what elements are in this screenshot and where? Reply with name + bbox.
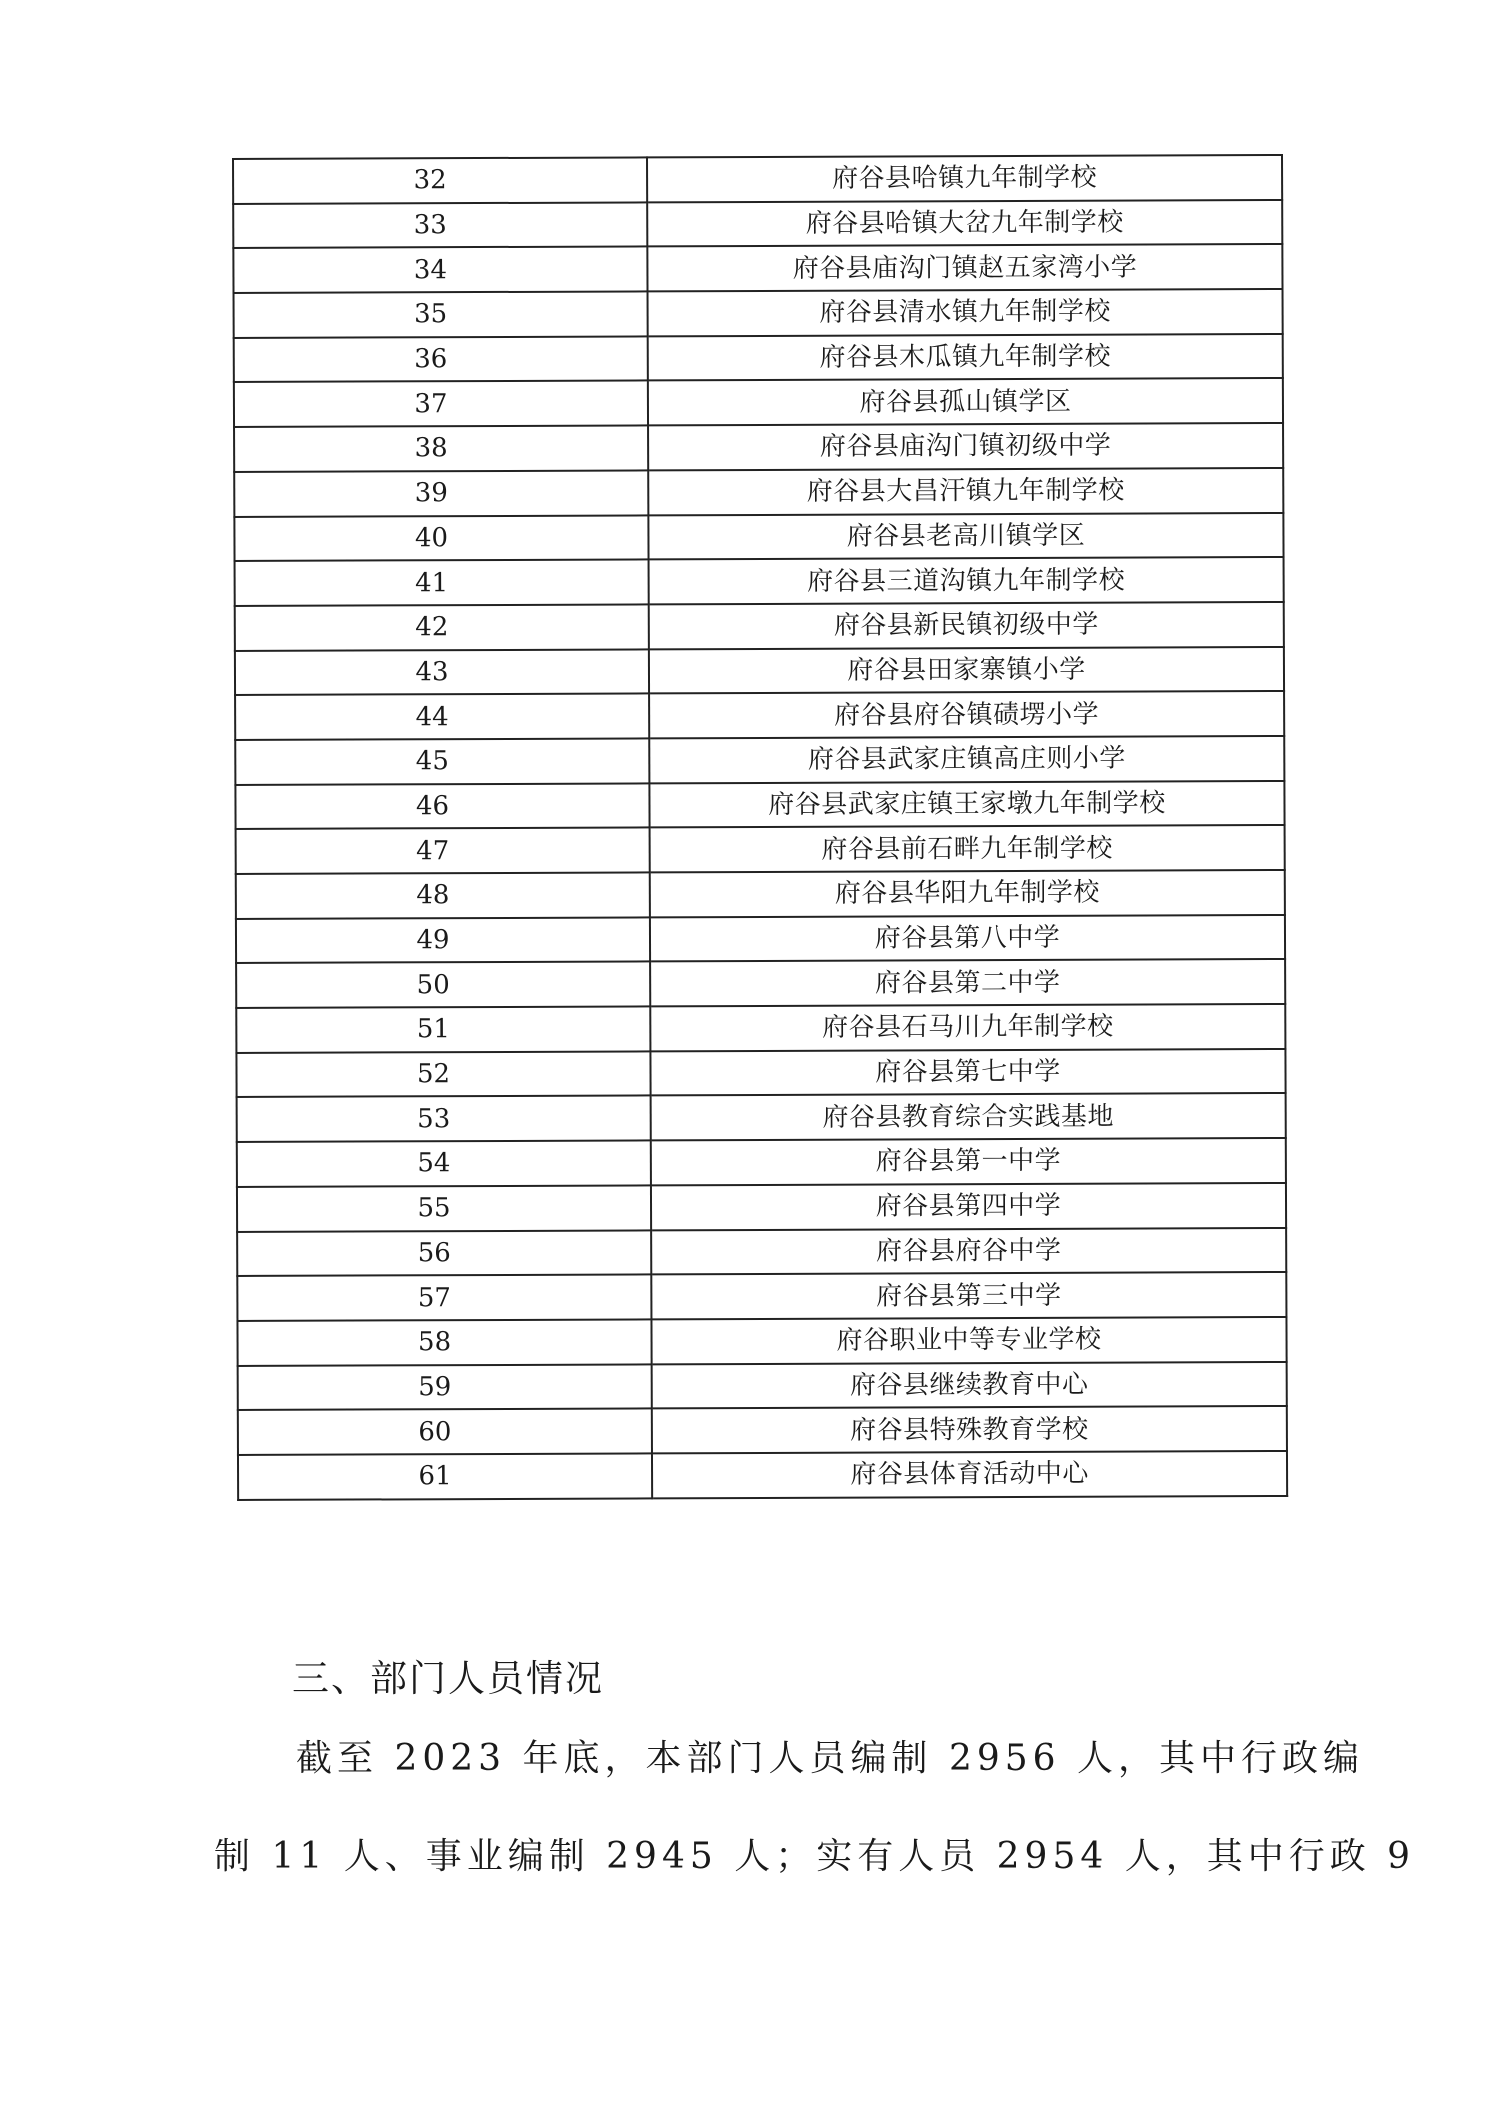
table-row xyxy=(235,602,1284,651)
row-number: 53 xyxy=(237,1096,651,1142)
row-number: 44 xyxy=(235,694,649,740)
row-number: 49 xyxy=(236,917,650,963)
table-row xyxy=(236,870,1285,919)
unit-name: 府谷县第七中学 xyxy=(650,1049,1285,1096)
units-table xyxy=(232,154,1288,1501)
unit-name: 府谷县前石畔九年制学校 xyxy=(650,825,1285,872)
unit-name: 府谷县第三中学 xyxy=(651,1272,1286,1319)
unit-name: 府谷县庙沟门镇赵五家湾小学 xyxy=(647,244,1282,291)
unit-name: 府谷县庙沟门镇初级中学 xyxy=(648,423,1283,470)
table-row xyxy=(236,825,1285,874)
row-number: 48 xyxy=(236,872,650,918)
table-row xyxy=(236,1004,1285,1053)
row-number: 59 xyxy=(238,1364,652,1410)
row-number: 42 xyxy=(235,604,649,650)
table-row xyxy=(233,244,1282,293)
unit-name: 府谷县清水镇九年制学校 xyxy=(648,289,1283,336)
table-row xyxy=(238,1451,1287,1500)
table-row xyxy=(234,423,1283,472)
table-row xyxy=(235,736,1284,785)
table-row xyxy=(235,691,1284,740)
unit-name: 府谷县第四中学 xyxy=(651,1183,1286,1230)
unit-name: 府谷县新民镇初级中学 xyxy=(649,602,1284,649)
row-number: 54 xyxy=(237,1141,651,1187)
table-row xyxy=(237,1183,1286,1232)
row-number: 37 xyxy=(234,381,648,427)
table-row xyxy=(235,781,1284,830)
paragraph-line-2: 制 11 人、事业编制 2945 人；实有人员 2954 人，其中行政 9 xyxy=(214,1836,1416,1877)
table-row xyxy=(234,334,1283,383)
table-row xyxy=(237,1227,1286,1276)
unit-name: 府谷县老高川镇学区 xyxy=(648,512,1283,559)
unit-name: 府谷县教育综合实践基地 xyxy=(651,1093,1286,1140)
row-number: 58 xyxy=(237,1319,651,1365)
table-row xyxy=(234,289,1283,338)
unit-name: 府谷县府谷镇碛塄小学 xyxy=(649,691,1284,738)
table-row xyxy=(236,915,1285,964)
row-number: 51 xyxy=(236,1006,650,1052)
unit-name: 府谷县武家庄镇高庄则小学 xyxy=(649,736,1284,783)
row-number: 36 xyxy=(234,336,648,382)
row-number: 61 xyxy=(238,1453,652,1499)
unit-name: 府谷县华阳九年制学校 xyxy=(650,870,1285,917)
unit-name: 府谷县孤山镇学区 xyxy=(648,378,1283,425)
row-number: 40 xyxy=(234,515,648,561)
section-heading: 三、部门人员情况 xyxy=(292,1657,604,1700)
unit-name: 府谷县第一中学 xyxy=(651,1138,1286,1185)
row-number: 60 xyxy=(238,1409,652,1455)
paragraph-line-1: 截至 2023 年底，本部门人员编制 2956 人，其中行政编 xyxy=(296,1738,1365,1779)
unit-name: 府谷县继续教育中心 xyxy=(652,1362,1287,1409)
row-number: 56 xyxy=(237,1230,651,1276)
unit-name: 府谷县田家寨镇小学 xyxy=(649,647,1284,694)
table-row xyxy=(238,1406,1287,1455)
unit-name: 府谷职业中等专业学校 xyxy=(651,1317,1286,1364)
table-row xyxy=(237,1317,1286,1366)
row-number: 39 xyxy=(234,470,648,516)
unit-name: 府谷县大昌汗镇九年制学校 xyxy=(648,468,1283,515)
table-row xyxy=(234,512,1283,561)
table-row xyxy=(233,200,1282,249)
table-row xyxy=(234,468,1283,517)
table-row xyxy=(238,1362,1287,1411)
row-number: 32 xyxy=(233,157,647,203)
row-number: 57 xyxy=(237,1275,651,1321)
row-number: 47 xyxy=(236,828,650,874)
table-row xyxy=(235,647,1284,696)
row-number: 45 xyxy=(235,738,649,784)
row-number: 55 xyxy=(237,1185,651,1231)
table-row xyxy=(237,1138,1286,1187)
table-row xyxy=(237,1272,1286,1321)
row-number: 41 xyxy=(235,560,649,606)
unit-name: 府谷县哈镇大岔九年制学校 xyxy=(647,200,1282,247)
table-row xyxy=(235,557,1284,606)
unit-name: 府谷县特殊教育学校 xyxy=(652,1406,1287,1453)
table-row xyxy=(237,1093,1286,1142)
row-number: 52 xyxy=(236,1051,650,1097)
row-number: 33 xyxy=(233,202,647,248)
unit-name: 府谷县武家庄镇王家墩九年制学校 xyxy=(649,781,1284,828)
units-table-body xyxy=(233,155,1287,1500)
unit-name: 府谷县体育活动中心 xyxy=(652,1451,1287,1498)
row-number: 46 xyxy=(235,783,649,829)
row-number: 43 xyxy=(235,649,649,695)
unit-name: 府谷县第八中学 xyxy=(650,915,1285,962)
row-number: 38 xyxy=(234,426,648,472)
unit-name: 府谷县哈镇九年制学校 xyxy=(647,155,1282,202)
unit-name: 府谷县三道沟镇九年制学校 xyxy=(649,557,1284,604)
unit-name: 府谷县府谷中学 xyxy=(651,1227,1286,1274)
row-number: 35 xyxy=(234,291,648,337)
row-number: 50 xyxy=(236,962,650,1008)
table-row xyxy=(234,378,1283,427)
unit-name: 府谷县石马川九年制学校 xyxy=(650,1004,1285,1051)
unit-name: 府谷县第二中学 xyxy=(650,959,1285,1006)
unit-name: 府谷县木瓜镇九年制学校 xyxy=(648,334,1283,381)
table-row xyxy=(233,155,1282,204)
table-row xyxy=(236,1049,1285,1098)
row-number: 34 xyxy=(233,247,647,293)
table-row xyxy=(236,959,1285,1008)
